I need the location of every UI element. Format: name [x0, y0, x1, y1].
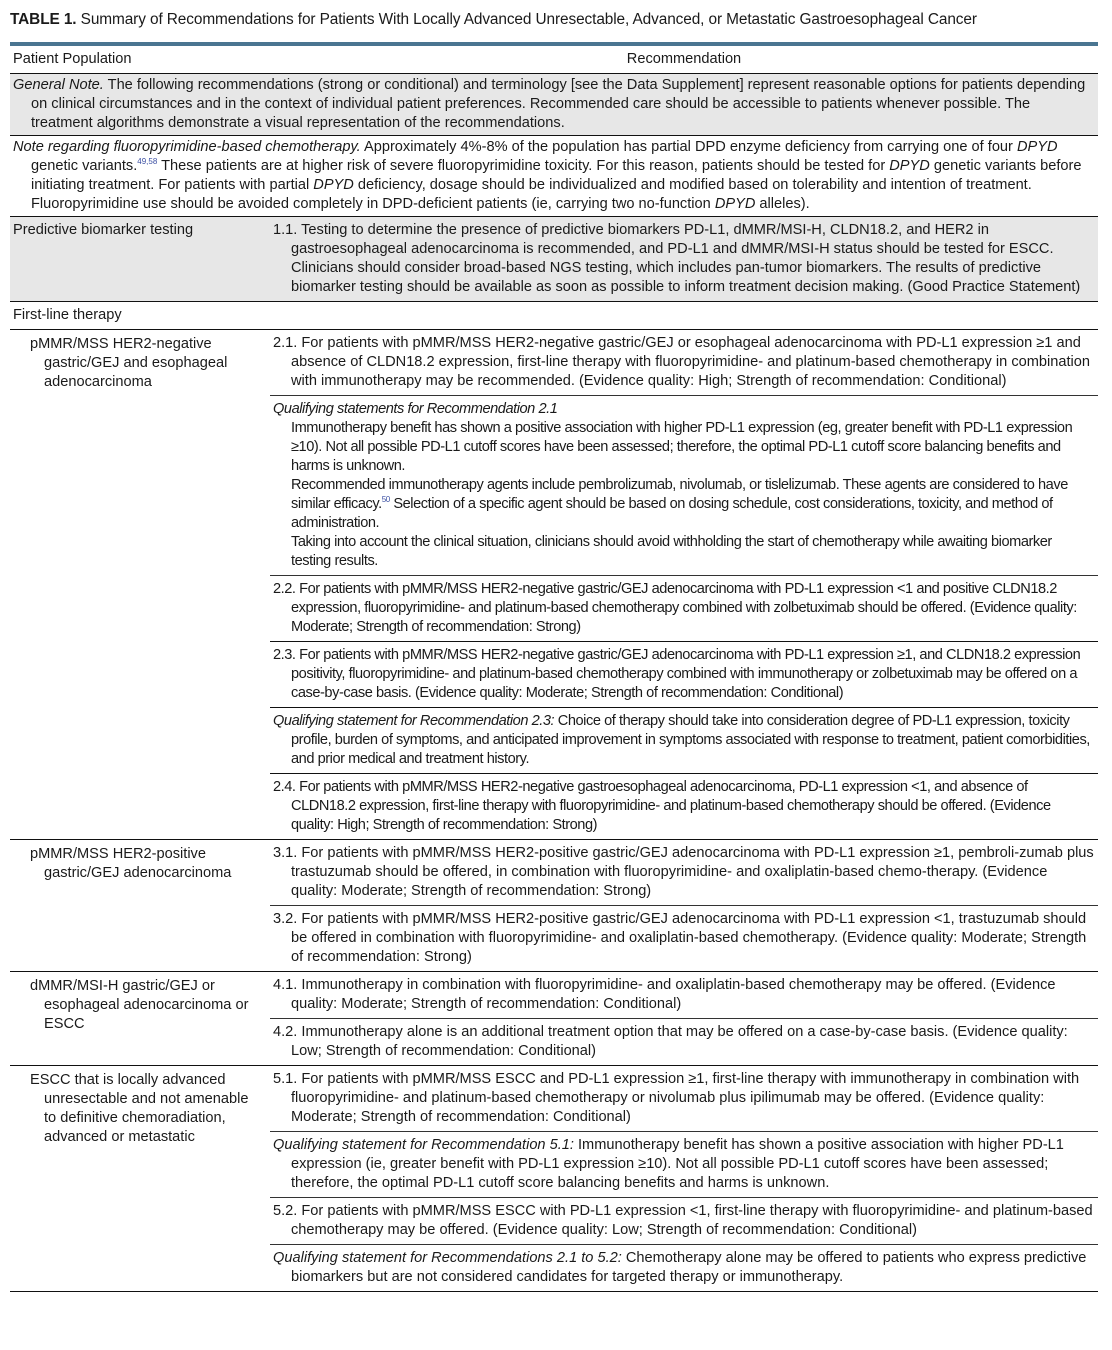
- recommendation-5-2: 5.2. For patients with pMMR/MSS ESCC with PD-L1 expression <1, first-line therapy with fluoropyrimidine- and platinum-based chemotherapy may be offered. (Evidence quality: Low; Strength of recommendation: Conditional): [273, 1203, 1093, 1238]
- recommendation-2-2: 2.2. For patients with pMMR/MSS HER2-negative gastric/GEJ adenocarcinoma with PD-L1 expression <1 and positive CLDN18.2 expression, fluoropyrimidine- and platinum-based chemotherapy combined with zolbetuximab should be offered. (Evidence quality: Moderate; Strength of recommendation: Strong): [273, 581, 1077, 635]
- citation-ref[interactable]: 50: [381, 495, 390, 504]
- qualifying-5-1: Qualifying statement for Recommendation 5.1: Immunotherapy benefit has shown a positive association with higher PD-L1 expression (ie, greater benefit with PD-L1 expression ≥10). Not all possible PD-L1 cutoff scores have been assessed; therefore, the optimal PD-L1 cutoff score balancing benefits and harms is unknown.: [273, 1137, 1064, 1191]
- table-row: [10, 330, 1098, 396]
- fluoropyrimidine-note-row: [10, 136, 1098, 217]
- table-row: [10, 840, 1098, 906]
- recommendation-3-2: 3.2. For patients with pMMR/MSS HER2-positive gastric/GEJ adenocarcinoma with PD-L1 expression <1, trastuzumab should be offered in combination with fluoropyrimidine- and oxaliplatin-based chemotherapy. (Evidence quality: Moderate; Strength of recommendation: Strong): [273, 911, 1087, 965]
- recommendations-table: [10, 46, 1098, 1292]
- recommendation-4-1: 4.1. Immunotherapy in combination with fluoropyrimidine- and oxaliplatin-based chemotherapy may be offered. (Evidence quality: Moderate; Strength of recommendation: Conditional): [273, 977, 1056, 1012]
- table-caption: [10, 0, 1098, 36]
- population-her2-positive: pMMR/MSS HER2-positive gastric/GEJ adenocarcinoma: [30, 846, 232, 881]
- table-row: [10, 972, 1098, 1019]
- qualifying-2-3: Qualifying statement for Recommendation 2.3: Choice of therapy should take into consideration degree of PD-L1 expression, toxicity profile, burden of symptoms, and anticipated improvement in symptoms associated with response to treatment, patient comorbidities, and prior medical and treatment history.: [273, 713, 1090, 767]
- table-row: [10, 1066, 1098, 1132]
- qualifying-2-1-to-5-2: Qualifying statement for Recommendations 2.1 to 5.2: Chemotherapy alone may be offered to patients who express predictive biomarkers but are not considered candidates for targeted therapy or immunotherapy.: [273, 1250, 1087, 1285]
- table-title: Summary of Recommendations for Patients With Locally Advanced Unresectable, Advanced, or Metastatic Gastroesophageal Cancer: [80, 11, 977, 28]
- population-escc: ESCC that is locally advanced unresectable and not amenable to definitive chemoradiation, advanced or metastatic: [30, 1072, 249, 1145]
- general-note-lead: General Note.: [13, 77, 104, 93]
- header-patient-population: Patient Population: [10, 46, 270, 74]
- table-label: TABLE 1.: [10, 11, 77, 28]
- qualifying-2-1: Qualifying statements for Recommendation 2.1 Immunotherapy benefit has shown a positive association with higher PD-L1 expression (eg, greater benefit with PD-L1 expression ≥10). Not all possible PD-L1 cutoff scores have been assessed; therefore, the optimal PD-L1 cutoff score balancing benefits and harms is unknown. Recommended immunotherapy agents include pembrolizumab, nivolumab, or tislelizumab. These agents are considered to have similar efficacy.$^{50}$ Selection of a specific agent should be based on dosing schedule, cost considerations, toxicity, and method of administration. Taking into account the clinical situation, clinicians should avoid withholding the start of chemotherapy while awaiting biomarker testing results.: [270, 396, 1098, 576]
- fluoropyrimidine-note: Note regarding fluoropyrimidine-based chemotherapy. Approximately 4%-8% of the population has partial DPD enzyme deficiency from carrying one of four DPYD genetic variants.$^{49,58}$ These patients are at higher risk of severe fluoropyrimidine toxicity. For this reason, patients should be tested for DPYD genetic variants before initiating treatment. For patients with partial DPYD deficiency, dosage should be individualized and modified based on tolerability and intention of treatment. Fluoropyrimidine use should be avoided completely in DPD-deficient patients (ie, carrying two no-function DPYD alleles).: [13, 139, 1082, 212]
- recommendation-4-2: 4.2. Immunotherapy alone is an additional treatment option that may be offered on a case-by-case basis. (Evidence quality: Low; Strength of recommendation: Conditional): [273, 1024, 1068, 1059]
- biomarker-row: [10, 217, 1098, 302]
- recommendation-3-1: 3.1. For patients with pMMR/MSS HER2-positive gastric/GEJ adenocarcinoma with PD-L1 expression ≥1, pembroli-zumab plus trastuzumab should be offered, in combination with fluoropyrimidine- and oxaliplatin-based chemo-therapy. (Evidence quality: Moderate; Strength of recommendation: Strong): [273, 845, 1094, 899]
- recommendation-1-1: 1.1. Testing to determine the presence of predictive biomarkers PD-L1, dMMR/MSI-H, CLDN18.2, and HER2 in gastroesophageal adenocarcinoma is recommended, and PD-L1 and dMMR/MSI-H status should be tested for ESCC. Clinicians should consider broad-based NGS testing, which includes pan-tumor biomarkers. The results of predictive biomarker testing should be available as soon as possible to inform treatment decision making. (Good Practice Statement): [273, 222, 1081, 295]
- citation-ref[interactable]: 49,58: [137, 157, 158, 166]
- header-row: [10, 46, 1098, 74]
- recommendation-2-1: 2.1. For patients with pMMR/MSS HER2-negative gastric/GEJ or esophageal adenocarcinoma with PD-L1 expression ≥1 and absence of CLDN18.2 expression, first-line therapy with fluoropyrimidine- and platinum-based chemotherapy in combination with immunotherapy may be recommended. (Evidence quality: High; Strength of recommendation: Conditional): [273, 335, 1091, 389]
- population-her2-negative: pMMR/MSS HER2-negative gastric/GEJ and esophageal adenocarcinoma: [30, 336, 228, 390]
- general-note-row: [10, 74, 1098, 136]
- recommendation-2-3: 2.3. For patients with pMMR/MSS HER2-negative gastric/GEJ adenocarcinoma with PD-L1 expression ≥1, and CLDN18.2 expression positivity, fluoropyrimidine- and platinum-based chemotherapy combined with immunotherapy or zolbetuximab may be offered on a case-by-case basis. (Evidence quality: Moderate; Strength of recommendation: Conditional): [273, 647, 1081, 701]
- recommendation-2-4: 2.4. For patients with pMMR/MSS HER2-negative gastroesophageal adenocarcinoma, PD-L1 expression <1, and absence of CLDN18.2 expression, first-line therapy with fluoropyrimidine- and platinum-based chemotherapy should be offered. (Evidence quality: High; Strength of recommendation: Strong): [273, 779, 1051, 833]
- general-note: General Note. The following recommendations (strong or conditional) and terminology [see the Data Supplement] represent reasonable options for patients depending on clinical circumstances and in the context of individual patient preferences. Recommended care should be accessible to patients whenever possible. The treatment algorithms demonstrate a visual representation of the recommendations.: [13, 77, 1086, 131]
- population-dmmr-msi-h: dMMR/MSI-H gastric/GEJ or esophageal adenocarcinoma or ESCC: [30, 978, 249, 1032]
- recommendation-5-1: 5.1. For patients with pMMR/MSS ESCC and PD-L1 expression ≥1, first-line therapy with immunotherapy in combination with fluoropyrimidine- and platinum-based chemotherapy or nivolumab plus ipilimumab may be offered. (Evidence quality: Moderate; Strength of recommendation: Conditional): [273, 1071, 1080, 1125]
- population-biomarker-testing: Predictive biomarker testing: [10, 217, 270, 302]
- first-line-row: [10, 302, 1098, 330]
- section-first-line-therapy: First-line therapy: [10, 302, 270, 330]
- header-recommendation: Recommendation: [270, 46, 1098, 74]
